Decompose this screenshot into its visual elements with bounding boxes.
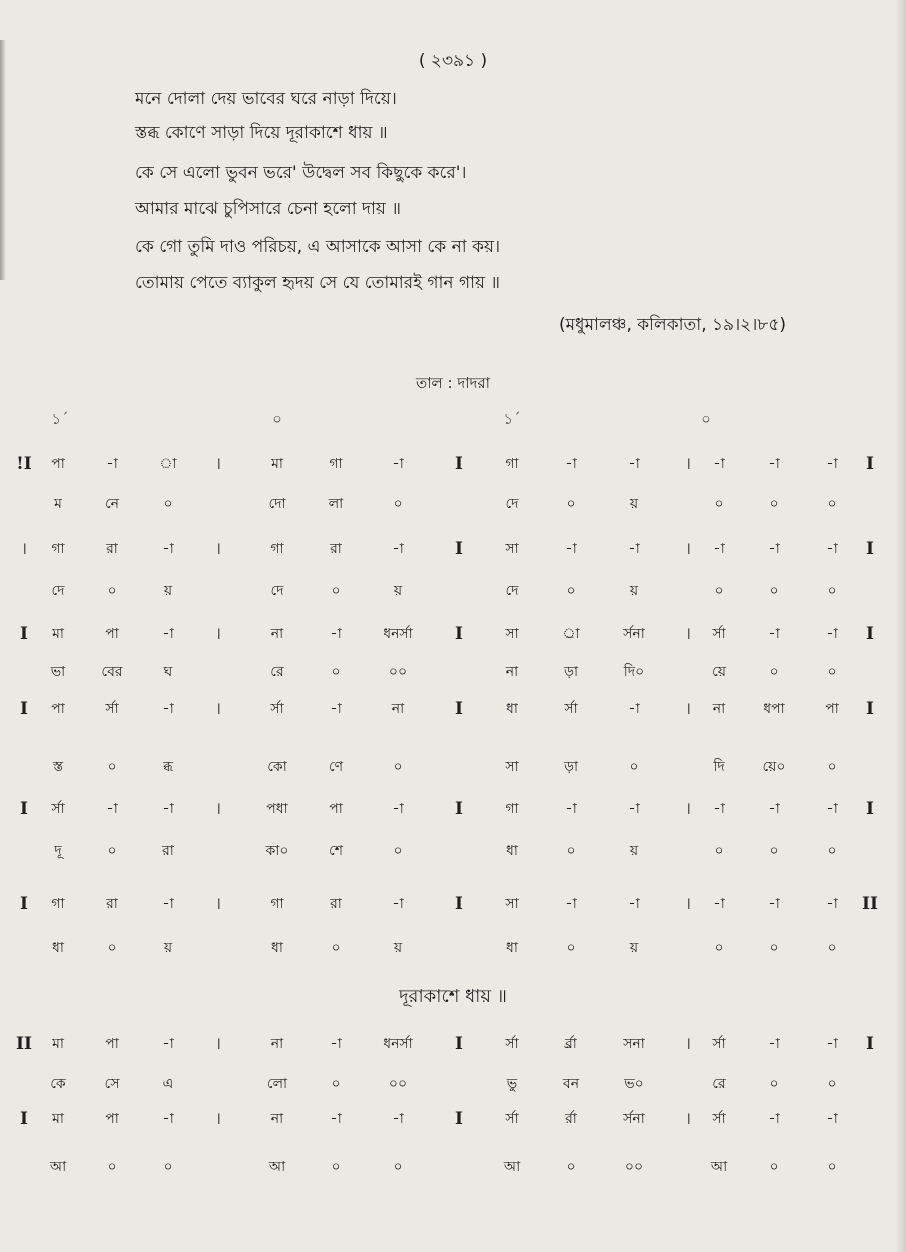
lyric-syllable: য় [163,583,173,599]
beat-mark: ১´ [51,410,69,428]
swara-note: -া [826,1036,838,1052]
swara-note: ধপা [763,701,785,717]
swara-note: -া [628,456,640,472]
lyric-syllable: দো [268,496,286,512]
lyric-syllable: আ [268,1159,286,1175]
swara-note: র্সা [270,701,284,717]
swara-note: -া [768,541,780,557]
lyric-syllable: দে [51,583,65,599]
bar-line: । [214,894,222,914]
lyric-syllable: ধা [271,940,283,956]
lyric-syllable: বন [562,1076,580,1092]
lyric-syllable: ০ [714,940,724,956]
bar-line: I [455,454,463,474]
lyric-syllable: শে [329,843,343,859]
bar-line: I [455,799,463,819]
swara-note: ধনর্সা [383,626,413,642]
swara-note: -া [768,801,780,817]
lyric-syllable: কা০ [265,843,289,859]
bar-line: । [214,539,222,559]
lyric-syllable: ০ [566,583,576,599]
bar-line: । [684,539,692,559]
swara-note: -া [768,1036,780,1052]
swara-note: -া [768,626,780,642]
swara-note: গা [270,896,284,912]
swara-note: -া [826,541,838,557]
lyric-syllable: ০ [827,759,837,775]
bar-line: I [20,699,28,719]
lyric-syllable: ০ [629,759,639,775]
bar-line: । [214,699,222,719]
lyric-line: আমার মাঝে চুপিসারে চেনা হলো দায় ॥ [135,199,401,219]
swara-note: পা [51,456,65,472]
swara-note: গা [505,456,519,472]
bar-line: । [684,1034,692,1054]
swara-note: র্সা [564,701,578,717]
lyric-syllable: কে [50,1076,66,1092]
swara-note: মা [52,1036,64,1052]
beat-mark: ০ [701,410,711,428]
lyric-syllable: য় [629,843,639,859]
swara-note: -া [330,626,342,642]
binding-shadow [0,40,6,280]
lyric-syllable: য় [393,583,403,599]
lyric-syllable: দূ [54,843,62,859]
lyric-syllable: ০ [769,1159,779,1175]
bar-line: । [214,454,222,474]
lyric-syllable: ০ [769,583,779,599]
lyric-syllable: ড়া [563,664,579,680]
lyric-syllable: য়ে [712,664,726,680]
swara-note: র্সা [712,1111,726,1127]
bar-line: !I [16,454,32,474]
lyric-syllable: ০ [163,496,173,512]
swara-note: -া [162,626,174,642]
tala-label: তাল : দাদরা [415,374,491,392]
swara-note: রা [106,896,118,912]
swara-note: -া [162,541,174,557]
source-citation: (মধুমালঞ্চ, কলিকাতা, ১৯।২।৮৫) [558,315,786,335]
swara-note: রা [106,541,118,557]
lyric-syllable: ০ [566,496,576,512]
lyric-syllable: ০ [827,583,837,599]
swara-note: -া [392,456,404,472]
swara-note: পা [105,1111,119,1127]
swara-note: -া [628,541,640,557]
lyric-syllable: বের [101,664,123,680]
swara-note: -া [392,1111,404,1127]
bar-line: II [862,894,878,914]
lyric-syllable: নে [104,496,120,512]
swara-note: র্সনা [623,626,645,642]
swara-note: -া [330,1036,342,1052]
lyric-syllable: ০ [393,843,403,859]
swara-note: র্সা [712,626,726,642]
swara-note: -া [628,896,640,912]
lyric-syllable: ভা [50,664,66,680]
swara-note: -া [565,541,577,557]
swara-note: র্সা [505,1036,519,1052]
bar-line: I [455,624,463,644]
lyric-line: কে সে এলো ভুবন ভরে' উদ্বেল সব কিছুকে করে'। [135,163,467,183]
lyric-syllable: য় [163,940,173,956]
lyric-syllable: ০ [107,583,117,599]
bar-line: I [866,539,874,559]
swara-note: সা [505,541,519,557]
page-number: ( ২৩৯১ ) [418,51,488,71]
swara-note: -া [826,801,838,817]
swara-note: রা [330,541,342,557]
lyric-syllable: আ [503,1159,521,1175]
lyric-syllable: য় [629,496,639,512]
swara-note: র্সা [51,801,65,817]
swara-note: না [391,701,405,717]
lyric-syllable: ঘ [163,664,173,680]
lyric-syllable: ০ [331,940,341,956]
bar-line: । [684,699,692,719]
lyric-syllable: ০ [827,1076,837,1092]
swara-note: না [270,1036,284,1052]
lyric-line: কে গো তুমি দাও পরিচয়, এ আসাকে আসা কে না কয়। [135,237,501,257]
lyric-syllable: ০ [566,940,576,956]
lyric-syllable: ০ [769,664,779,680]
bar-line: I [866,454,874,474]
swara-note: -া [565,801,577,817]
bar-line: । [684,894,692,914]
lyric-syllable: ০ [827,843,837,859]
lyric-line: তোমায় পেতে ব্যাকুল হৃদয় সে যে তোমারই গান গায় ॥ [135,273,501,293]
lyric-syllable: ম [54,496,62,512]
bar-line: । [684,624,692,644]
lyric-syllable: ০ [566,1159,576,1175]
lyric-syllable: ০ [827,940,837,956]
bar-line: II [16,1034,32,1054]
lyric-syllable: ০ [163,1159,173,1175]
swara-note: -া [628,801,640,817]
bar-line: I [455,699,463,719]
lyric-syllable: ধা [52,940,64,956]
bar-line: । [214,1034,222,1054]
swara-note: র্রা [565,1111,577,1127]
lyric-syllable: আ [49,1159,67,1175]
swara-note: গা [329,456,343,472]
swara-note: -া [392,541,404,557]
lyric-syllable: ০ [107,1159,117,1175]
lyric-syllable: ভু [506,1076,518,1092]
swara-note: পা [329,801,343,817]
swara-note: গা [51,541,65,557]
swara-note: র্সা [505,1111,519,1127]
swara-note: সা [505,896,519,912]
swara-note: -া [826,626,838,642]
swara-note: না [270,1111,284,1127]
swara-note: র্সা [712,1036,726,1052]
bar-line: I [866,799,874,819]
swara-note: পা [105,1036,119,1052]
lyric-syllable: দে [270,583,284,599]
lyric-syllable: ০ [769,1076,779,1092]
swara-note: গা [270,541,284,557]
swara-note: র্‌া [562,626,580,642]
swara-note: -া [106,456,118,472]
lyric-syllable: দি [713,759,725,775]
lyric-syllable: রে [270,664,284,680]
bar-line: । [214,624,222,644]
swara-note: -া [628,701,640,717]
bar-line: I [20,894,28,914]
lyric-syllable: ০ [827,496,837,512]
swara-note: -া [826,456,838,472]
swara-note: মা [52,626,64,642]
lyric-syllable: ব্ধ [162,759,174,775]
lyric-syllable: না [505,664,519,680]
swara-note: -া [826,1111,838,1127]
swara-note: পধা [266,801,288,817]
lyric-syllable: স্ত [52,759,64,775]
lyric-syllable: য় [629,583,639,599]
swara-note: -া [106,801,118,817]
lyric-syllable: ০ [769,940,779,956]
lyric-syllable: ০ [566,843,576,859]
lyric-syllable: ০ [769,843,779,859]
lyric-syllable: ০ [714,843,724,859]
bar-line: । [214,799,222,819]
lyric-syllable: ০ [393,1159,403,1175]
swara-note: -া [768,896,780,912]
lyric-syllable: রা [162,843,174,859]
swara-note: -া [162,801,174,817]
swara-note: পা [105,626,119,642]
swara-note: -া [162,1036,174,1052]
bar-line: I [455,1109,463,1129]
lyric-syllable: ০ [107,759,117,775]
swara-note: গা [505,801,519,817]
swara-note: -া [826,896,838,912]
swara-note: -া [565,896,577,912]
beat-mark: ০ [272,410,282,428]
swara-note: ধনর্সা [383,1036,413,1052]
bar-line: I [866,699,874,719]
lyric-syllable: ০০ [388,664,408,680]
bar-line: I [20,799,28,819]
bar-line: । [214,1109,222,1129]
swara-note: র্সনা [623,1111,645,1127]
swara-note: র্র্রা [565,1036,577,1052]
lyric-syllable: ০ [107,843,117,859]
lyric-syllable: ০ [393,759,403,775]
bar-line: । [684,799,692,819]
swara-note: -া [713,456,725,472]
lyric-syllable: য়ে০ [762,759,786,775]
bar-line: I [866,1034,874,1054]
swara-note: গা [51,896,65,912]
lyric-syllable: লা [328,496,344,512]
swara-note: -া [565,456,577,472]
lyric-syllable: ০ [769,496,779,512]
lyric-syllable: সা [505,759,519,775]
lyric-syllable: ভ০ [624,1076,644,1092]
lyric-syllable: ০ [714,496,724,512]
swara-note: ধা [506,701,518,717]
swara-note: রা [330,896,342,912]
lyric-syllable: ০ [107,940,117,956]
swara-note: -া [713,801,725,817]
lyric-syllable: কো [267,759,287,775]
section-caption: দূরাকাশে ধায় ॥ [399,986,507,1007]
lyric-syllable: দে [505,496,519,512]
lyric-syllable: য় [393,940,403,956]
swara-note: -া [768,456,780,472]
lyric-syllable: ০ [331,664,341,680]
lyric-syllable: দে [505,583,519,599]
lyric-syllable: ০ [331,583,341,599]
lyric-syllable: ধা [506,843,518,859]
swara-note: -া [162,1111,174,1127]
lyric-syllable: য় [629,940,639,956]
swara-note: পা [51,701,65,717]
lyric-syllable: লো [266,1076,288,1092]
bar-line: । [684,1109,692,1129]
lyric-syllable: ০ [827,664,837,680]
lyric-syllable: এ [162,1076,174,1092]
swara-note: মা [271,456,283,472]
swara-note: -া [162,701,174,717]
swara-note: না [270,626,284,642]
lyric-syllable: ০ [827,1159,837,1175]
bar-line: I [455,894,463,914]
lyric-syllable: ০০ [388,1076,408,1092]
swara-note: পা [825,701,839,717]
swara-note: -া [330,1111,342,1127]
swara-note: -া [330,701,342,717]
lyric-syllable: ড়া [563,759,579,775]
swara-note: -া [713,541,725,557]
bar-line: । [684,454,692,474]
bar-line: I [866,624,874,644]
swara-note: -া [162,896,174,912]
lyric-line: মনে দোলা দেয় ভাবের ঘরে নাড়া দিয়ে। [135,89,397,109]
lyric-syllable: আ [710,1159,728,1175]
lyric-syllable: ণে [328,759,344,775]
lyric-syllable: সে [104,1076,120,1092]
swara-note: -া [713,896,725,912]
swara-note: না [712,701,726,717]
lyric-syllable: ০ [714,583,724,599]
lyric-syllable: ০ [393,496,403,512]
lyric-syllable: ০ [331,1159,341,1175]
swara-note: -া [392,801,404,817]
bar-line: I [20,624,28,644]
lyric-syllable: ০০ [624,1159,644,1175]
swara-note: র্সা [105,701,119,717]
swara-note: মা [52,1111,64,1127]
lyric-syllable: ০ [331,1076,341,1092]
lyric-line: স্তব্ধ কোণে সাড়া দিয়ে দূরাকাশে ধায় ॥ [135,123,388,143]
bar-line: । [20,539,28,559]
bar-line: I [455,1034,463,1054]
swara-note: -া [392,896,404,912]
beat-mark: ১´ [503,410,521,428]
swara-note: সা [505,626,519,642]
lyric-syllable: রে [712,1076,726,1092]
bar-line: I [20,1109,28,1129]
swara-note: -া [768,1111,780,1127]
page-edge-shadow [896,0,906,1252]
swara-note: া [159,456,177,472]
lyric-syllable: দি০ [623,664,645,680]
swara-note: সনা [623,1036,645,1052]
lyric-syllable: ধা [506,940,518,956]
bar-line: I [455,539,463,559]
